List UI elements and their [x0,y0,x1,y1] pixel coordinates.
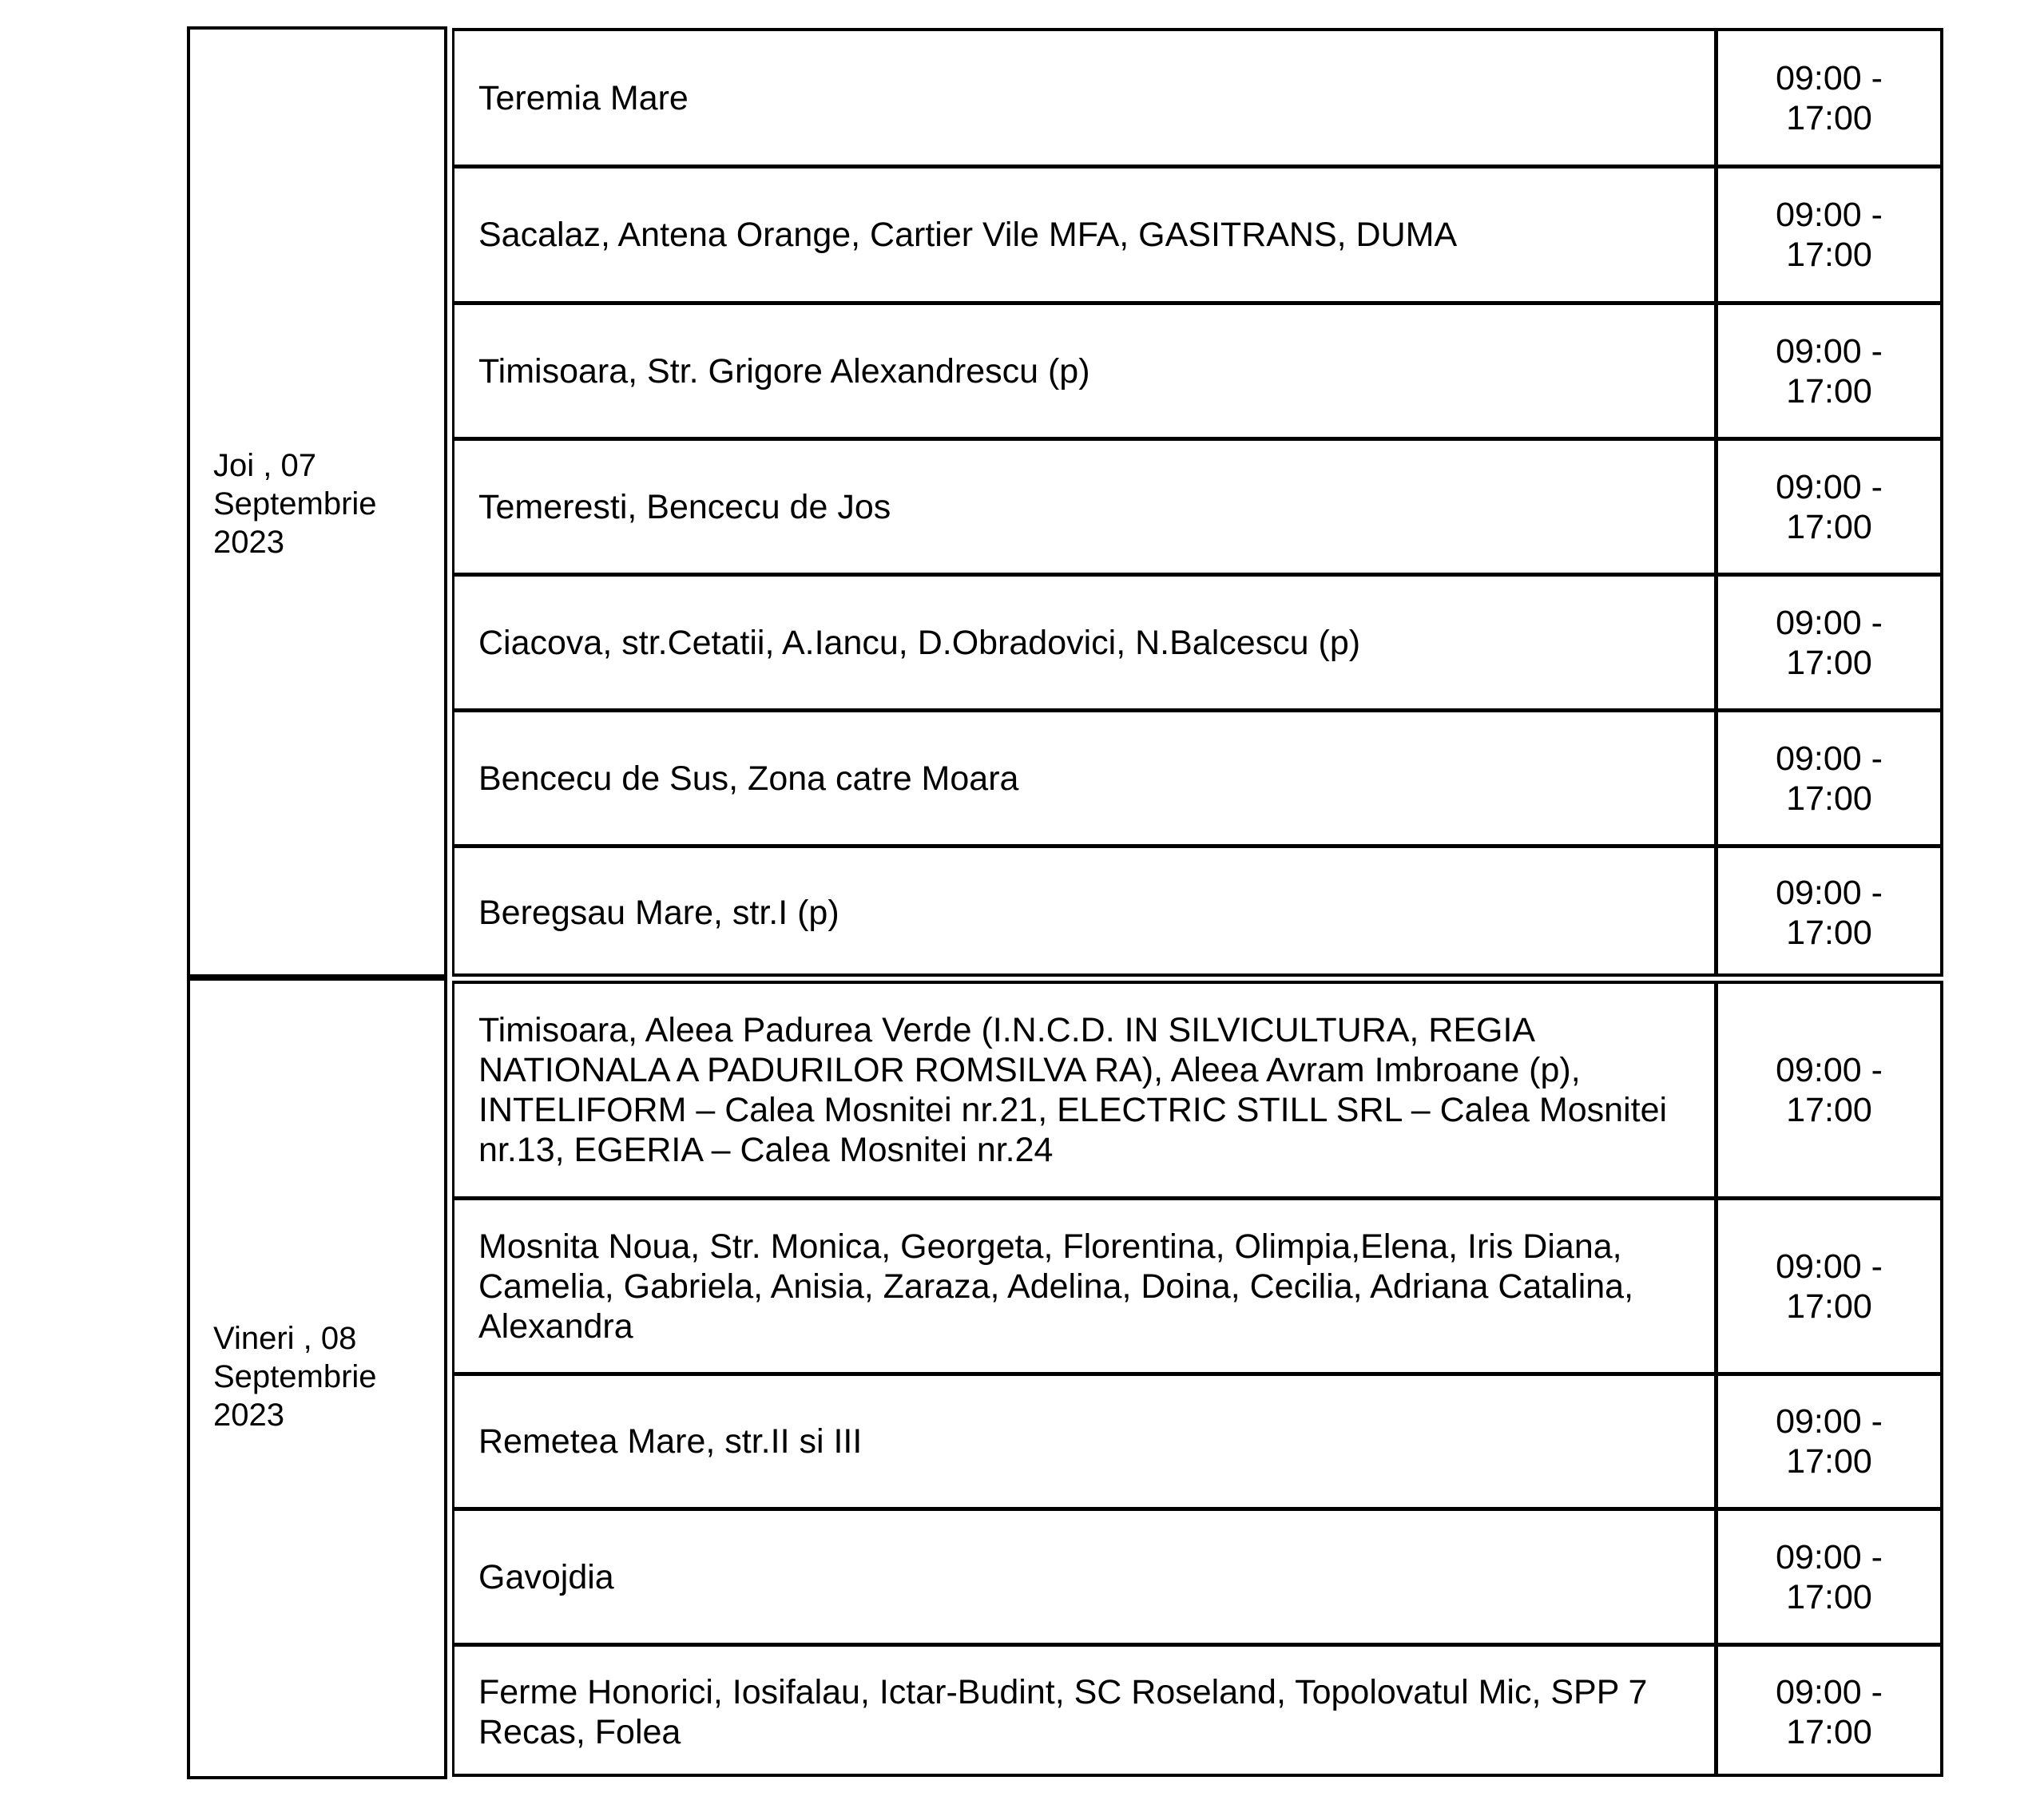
time-cell [1718,441,1940,573]
schedule-table-friday [452,981,1943,1777]
location-cell: Beregsau Mare, str.I (p) [454,848,1718,977]
table-row [454,573,1940,708]
time-start: 09:00 - [1776,739,1883,778]
time-cell [1718,712,1940,844]
day-label: Joi , 07 Septembrie 2023 [213,447,377,560]
time-end: 17:00 [1786,779,1872,818]
time-start: 09:00 - [1776,467,1883,506]
time-start: 09:00 - [1776,58,1883,97]
day-label: Vineri , 08 Septembrie 2023 [213,1321,377,1433]
time-end: 17:00 [1786,371,1872,410]
time-cell [1718,169,1940,301]
table-row [454,165,1940,301]
location-cell: Teremia Mare [454,31,1718,165]
time-end: 17:00 [1786,1287,1872,1326]
time-cell [1718,31,1940,165]
time-cell [1718,1511,1940,1643]
location-cell: Ciacova, str.Cetatii, A.Iancu, D.Obradovici, N.Balcescu (p) [454,577,1718,708]
time-start: 09:00 - [1776,603,1883,642]
table-row [454,301,1940,437]
time-start: 09:00 - [1776,1537,1883,1576]
location-cell: Mosnita Noua, Str. Monica, Georgeta, Florentina, Olimpia,Elena, Iris Diana, Camelia, Gabriela, Anisia, Zaraza, Adelina, Doina, Cecilia, Adriana Catalina, Alexandra [454,1200,1718,1372]
table-row [454,1507,1940,1643]
time-end: 17:00 [1786,507,1872,546]
location-cell: Bencecu de Sus, Zona catre Moara [454,712,1718,844]
time-end: 17:00 [1786,1091,1872,1129]
time-start: 09:00 - [1776,1402,1883,1441]
day-cell-friday [187,974,447,1779]
time-cell [1718,305,1940,437]
location-cell: Remetea Mare, str.II si III [454,1376,1718,1507]
time-end: 17:00 [1786,1712,1872,1751]
time-start: 09:00 - [1776,1247,1883,1286]
location-cell: Timisoara, Str. Grigore Alexandrescu (p) [454,305,1718,437]
time-cell [1718,1376,1940,1507]
table-row [454,1372,1940,1507]
time-end: 17:00 [1786,98,1872,137]
time-cell [1718,984,1940,1196]
time-end: 17:00 [1786,1442,1872,1481]
table-row [454,1643,1940,1777]
location-cell: Ferme Honorici, Iosifalau, Ictar-Budint, SC Roseland, Topolovatul Mic, SPP 7 Recas, Folea [454,1647,1718,1777]
time-cell [1718,577,1940,708]
time-start: 09:00 - [1776,331,1883,371]
location-cell: Sacalaz, Antena Orange, Cartier Vile MFA, GASITRANS, DUMA [454,169,1718,301]
time-end: 17:00 [1786,1577,1872,1616]
table-row [454,708,1940,844]
location-cell: Gavojdia [454,1511,1718,1643]
time-start: 09:00 - [1776,196,1883,234]
time-start: 09:00 - [1776,1051,1883,1089]
table-row [454,844,1940,977]
day-cell-thursday [187,26,447,981]
time-cell [1718,848,1940,977]
table-row [454,31,1940,165]
table-row [454,437,1940,573]
schedule-table-thursday [452,28,1943,977]
time-cell [1718,1200,1940,1372]
time-start: 09:00 - [1776,1672,1883,1711]
time-start: 09:00 - [1776,873,1883,912]
location-cell: Temeresti, Bencecu de Jos [454,441,1718,573]
table-row [454,1196,1940,1372]
time-cell [1718,1647,1940,1777]
table-row [454,984,1940,1196]
time-end: 17:00 [1786,913,1872,952]
time-end: 17:00 [1786,643,1872,682]
time-end: 17:00 [1786,236,1872,274]
location-cell: Timisoara, Aleea Padurea Verde (I.N.C.D. IN SILVICULTURA, REGIA NATIONALA A PADURILOR ROMSILVA RA), Aleea Avram Imbroane (p), INTELIFORM – Calea Mosnitei nr.21, ELECTRIC STILL SRL – Calea Mosnitei nr.13, EGERIA – Calea Mosnitei nr.24 [454,984,1718,1196]
